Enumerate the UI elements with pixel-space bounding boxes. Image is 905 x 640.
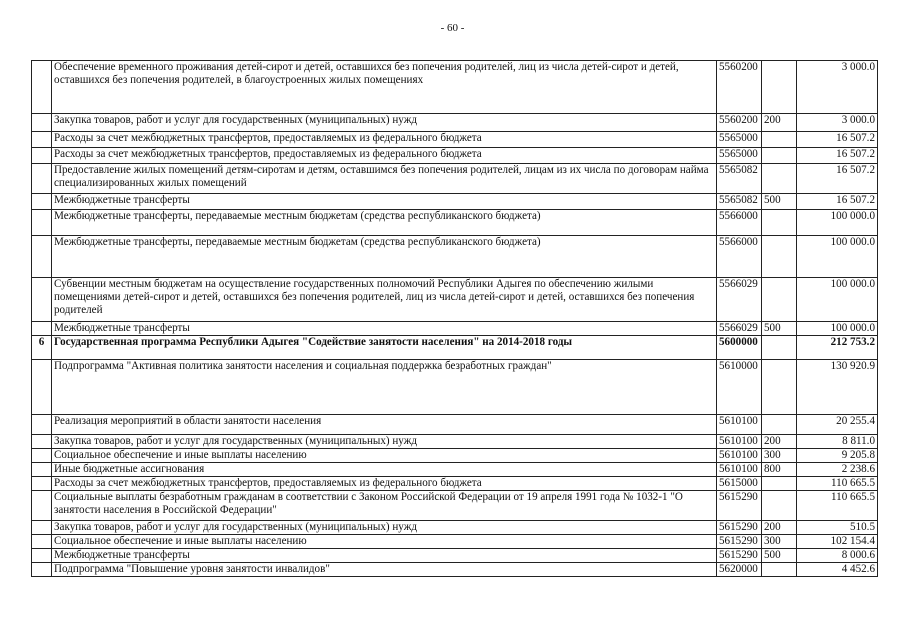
row-amount: 100 000.0: [797, 278, 878, 322]
row-expense-type: [762, 336, 797, 360]
row-expense-type: 500: [762, 322, 797, 336]
table-row: [32, 322, 878, 336]
table-row: [32, 491, 878, 521]
row-amount: 510.5: [797, 521, 878, 535]
row-code: 5566029: [717, 278, 762, 322]
row-code: 5615290: [717, 535, 762, 549]
table-row: [32, 114, 878, 132]
table-row: [32, 463, 878, 477]
table-row: [32, 61, 878, 114]
table-row: [32, 535, 878, 549]
row-number: [32, 210, 52, 236]
row-code: 5615290: [717, 549, 762, 563]
row-code: 5610100: [717, 435, 762, 449]
row-amount: 16 507.2: [797, 132, 878, 148]
row-name: Социальные выплаты безработным гражданам в соответствии с Законом Российской Федерации от 19 апреля 1991 года № 1032-1 "О занятости населения в Российской Федерации": [52, 491, 717, 521]
table-row: [32, 132, 878, 148]
row-amount: 110 665.5: [797, 477, 878, 491]
row-amount: 16 507.2: [797, 148, 878, 164]
table-row: [32, 549, 878, 563]
row-name: Реализация мероприятий в области занятости населения: [52, 415, 717, 435]
row-expense-type: 200: [762, 114, 797, 132]
row-amount: 8 000.6: [797, 549, 878, 563]
row-code: 5615290: [717, 521, 762, 535]
row-expense-type: [762, 563, 797, 577]
row-amount: 100 000.0: [797, 322, 878, 336]
row-expense-type: [762, 148, 797, 164]
row-number: [32, 61, 52, 114]
row-name: Закупка товаров, работ и услуг для государственных (муниципальных) нужд: [52, 435, 717, 449]
table-row: [32, 210, 878, 236]
row-amount: 20 255.4: [797, 415, 878, 435]
row-expense-type: [762, 164, 797, 194]
table-row: [32, 194, 878, 210]
row-number: [32, 535, 52, 549]
row-expense-type: 200: [762, 521, 797, 535]
row-code: 5566029: [717, 322, 762, 336]
row-name: Межбюджетные трансферты, передаваемые местным бюджетам (средства республиканского бюджета): [52, 210, 717, 236]
row-amount: 102 154.4: [797, 535, 878, 549]
row-amount: 16 507.2: [797, 194, 878, 210]
row-number: [32, 435, 52, 449]
row-name: Расходы за счет межбюджетных трансфертов, предоставляемых из федерального бюджета: [52, 132, 717, 148]
row-amount: 130 920.9: [797, 360, 878, 415]
row-code: 5610100: [717, 415, 762, 435]
row-code: 5615290: [717, 491, 762, 521]
row-number: [32, 164, 52, 194]
row-amount: 4 452.6: [797, 563, 878, 577]
row-expense-type: 500: [762, 549, 797, 563]
row-expense-type: 800: [762, 463, 797, 477]
row-code: 5560200: [717, 61, 762, 114]
row-code: 5566000: [717, 210, 762, 236]
row-code: 5565000: [717, 148, 762, 164]
row-name: Государственная программа Республики Адыгея "Содействие занятости населения" на 2014-2018 годы: [52, 336, 717, 360]
row-expense-type: 300: [762, 449, 797, 463]
row-expense-type: 500: [762, 194, 797, 210]
row-amount: 100 000.0: [797, 210, 878, 236]
row-expense-type: [762, 415, 797, 435]
row-amount: 3 000.0: [797, 61, 878, 114]
row-name: Иные бюджетные ассигнования: [52, 463, 717, 477]
table-row: [32, 415, 878, 435]
row-expense-type: 200: [762, 435, 797, 449]
row-expense-type: [762, 477, 797, 491]
table-row: [32, 477, 878, 491]
table-row: [32, 449, 878, 463]
row-amount: 3 000.0: [797, 114, 878, 132]
row-name: Межбюджетные трансферты, передаваемые местным бюджетам (средства республиканского бюджета): [52, 236, 717, 278]
row-amount: 9 205.8: [797, 449, 878, 463]
table-row: [32, 148, 878, 164]
row-name: Подпрограмма "Активная политика занятости населения и социальная поддержка безработных граждан": [52, 360, 717, 415]
row-name: Межбюджетные трансферты: [52, 322, 717, 336]
row-code: 5615000: [717, 477, 762, 491]
row-number: [32, 449, 52, 463]
table-row: [32, 435, 878, 449]
row-number: [32, 360, 52, 415]
row-amount: 2 238.6: [797, 463, 878, 477]
row-number: [32, 114, 52, 132]
row-number: 6: [32, 336, 52, 360]
row-name: Межбюджетные трансферты: [52, 194, 717, 210]
row-number: [32, 194, 52, 210]
row-name: Социальное обеспечение и иные выплаты населению: [52, 449, 717, 463]
table-row: [32, 236, 878, 278]
row-name: Подпрограмма "Повышение уровня занятости инвалидов": [52, 563, 717, 577]
row-code: 5610100: [717, 463, 762, 477]
page-number: - 60 -: [440, 22, 465, 34]
row-number: [32, 477, 52, 491]
row-number: [32, 491, 52, 521]
row-expense-type: [762, 360, 797, 415]
row-name: Межбюджетные трансферты: [52, 549, 717, 563]
row-code: 5620000: [717, 563, 762, 577]
row-number: [32, 549, 52, 563]
row-amount: 212 753.2: [797, 336, 878, 360]
row-expense-type: [762, 61, 797, 114]
table-row: [32, 164, 878, 194]
table-row: [32, 521, 878, 535]
row-number: [32, 563, 52, 577]
row-number: [32, 278, 52, 322]
row-name: Обеспечение временного проживания детей-сирот и детей, оставшихся без попечения родителей, лиц из числа детей-сирот и детей, оставшихся без попечения родителей, в благоустроенных жилых помещениях: [52, 61, 717, 114]
row-expense-type: [762, 132, 797, 148]
row-code: 5600000: [717, 336, 762, 360]
row-code: 5610000: [717, 360, 762, 415]
row-code: 5566000: [717, 236, 762, 278]
row-number: [32, 415, 52, 435]
row-number: [32, 236, 52, 278]
row-amount: 100 000.0: [797, 236, 878, 278]
row-name: Предоставление жилых помещений детям-сиротам и детям, оставшимся без попечения родителей, лицам из их числа по договорам найма специализированных жилых помещений: [52, 164, 717, 194]
row-code: 5565082: [717, 194, 762, 210]
row-code: 5560200: [717, 114, 762, 132]
row-expense-type: [762, 491, 797, 521]
row-number: [32, 322, 52, 336]
row-number: [32, 521, 52, 535]
row-name: Расходы за счет межбюджетных трансфертов, предоставляемых из федерального бюджета: [52, 477, 717, 491]
row-expense-type: [762, 236, 797, 278]
table-row: [32, 336, 878, 360]
row-code: 5565082: [717, 164, 762, 194]
row-expense-type: [762, 210, 797, 236]
table-row: [32, 278, 878, 322]
row-name: Закупка товаров, работ и услуг для государственных (муниципальных) нужд: [52, 521, 717, 535]
row-code: 5610100: [717, 449, 762, 463]
row-amount: 110 665.5: [797, 491, 878, 521]
table-row: [32, 563, 878, 577]
row-code: 5565000: [717, 132, 762, 148]
row-name: Закупка товаров, работ и услуг для государственных (муниципальных) нужд: [52, 114, 717, 132]
row-number: [32, 132, 52, 148]
row-name: Социальное обеспечение и иные выплаты населению: [52, 535, 717, 549]
table-row: [32, 360, 878, 415]
row-number: [32, 463, 52, 477]
row-amount: 8 811.0: [797, 435, 878, 449]
row-amount: 16 507.2: [797, 164, 878, 194]
budget-table: [31, 60, 878, 577]
row-expense-type: 300: [762, 535, 797, 549]
row-expense-type: [762, 278, 797, 322]
row-number: [32, 148, 52, 164]
row-name: Субвенции местным бюджетам на осуществление государственных полномочий Республики Адыгея по обеспечению жилыми помещениями детей-сирот и детей, оставшихся без попечения родителей, лиц из числа детей-сирот и детей, оставшихся без попечения родителей: [52, 278, 717, 322]
row-name: Расходы за счет межбюджетных трансфертов, предоставляемых из федерального бюджета: [52, 148, 717, 164]
